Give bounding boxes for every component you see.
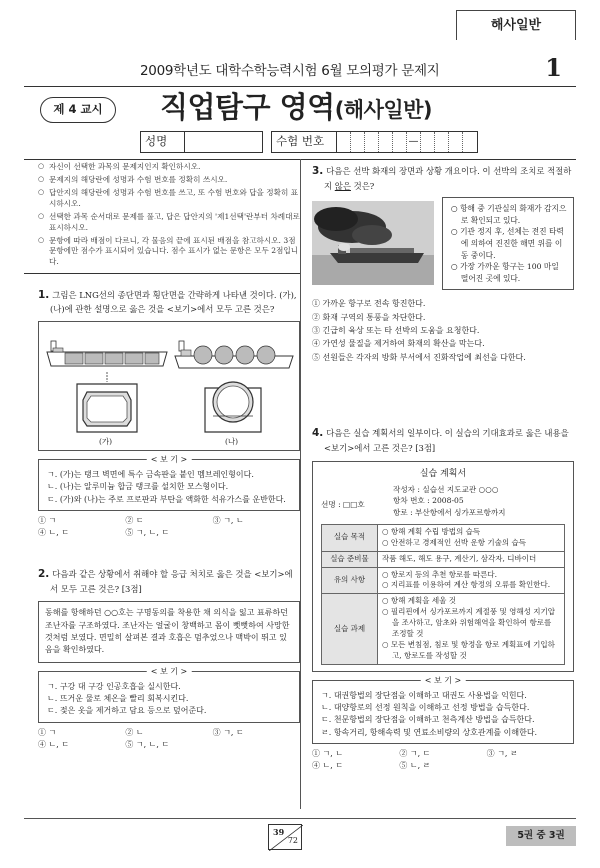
id-digit-box[interactable]: [379, 132, 393, 152]
row-item: ○ 지리표를 이용하여 계산 항정의 오류를 확인한다.: [382, 580, 551, 590]
id-digit-box[interactable]: [421, 132, 435, 152]
bogi-item: ㄴ. 대양항로의 선정 원칙을 이해하고 선정 방법을 습득한다.: [321, 702, 530, 712]
question-2-bogi: [38, 666, 300, 723]
row-label: 실습 목적: [322, 524, 378, 551]
instruction-item: ○ 선택한 과목 순서대로 문제를 풀고, 답은 답안지의 '제1선택'란부터 차례대로 표시하시오.: [38, 212, 300, 233]
instruction-item: ○ 자신이 선택한 과목의 문제지인지 확인하시오.: [38, 162, 300, 173]
choice-option[interactable]: ④ ㄴ, ㄷ: [312, 760, 344, 770]
training-plan: [312, 461, 574, 672]
question-4-bogi: [312, 675, 574, 745]
instructions-rule: [24, 273, 300, 274]
choice-option[interactable]: ② ㄴ: [125, 727, 144, 737]
bogi-title: < 보 기 >: [147, 666, 192, 678]
row-item: 작품 해도, 해도 용구, 계산기, 삼각자, 디바이더: [382, 553, 537, 563]
plan-table: [321, 524, 565, 665]
id-digit-box[interactable]: [393, 132, 407, 152]
table-row: [322, 567, 565, 594]
question-3-number: 3.: [312, 165, 324, 177]
page-counter: [268, 824, 302, 850]
question-4: [312, 426, 574, 772]
domain-title-main: 직업탐구 영역: [160, 90, 335, 124]
row-content: [378, 524, 565, 551]
id-digit-box[interactable]: [463, 132, 477, 152]
page-current: 39: [273, 827, 285, 837]
row-item: ○ 안전하고 경제적인 선박 운항 기술의 습득: [382, 537, 527, 547]
id-digit-box[interactable]: [435, 132, 449, 152]
question-3-text-underline: 않은: [334, 180, 351, 191]
bogi-title: < 보 기 >: [147, 454, 192, 466]
plan-route: 항로 : 부산항에서 싱가포르항까지: [393, 508, 506, 518]
table-row: [322, 551, 565, 567]
id-digit-box[interactable]: [449, 132, 463, 152]
plan-meta: [321, 484, 565, 519]
choice-option[interactable]: ④ ㄴ, ㄷ: [38, 527, 70, 537]
situation-item: ○ 가장 가까운 항구는 100 마일 떨어진 곳에 있다.: [450, 262, 559, 283]
row-item: ○ 필리핀에서 싱가포르까지 계절풍 및 영해성 지기압을 조사하고, 암초와 위험해역을 확인하여 항로를 조정할 것: [382, 607, 555, 638]
moss-ship-section: [205, 382, 261, 432]
choice-option[interactable]: ① ㄱ: [38, 516, 57, 526]
question-3-text-a: 다음은 선박 화재의 장면과 상황 개요이다. 이 선박의 조치로 적절하지: [324, 166, 572, 191]
row-content: [378, 551, 565, 567]
question-1-choices: [38, 516, 300, 539]
row-item: ○ 항해 계획을 세울 것: [382, 596, 457, 606]
bogi-item: ㄴ. 뜨거운 물로 체온을 빨리 회복시킨다.: [47, 694, 189, 704]
row-content: [378, 594, 565, 664]
header-rule: [24, 86, 576, 87]
choice-option[interactable]: ① ㄱ: [38, 727, 57, 737]
bogi-item: ㄴ. (나)는 알루미늄 합금 탱크를 설치한 모스형이다.: [47, 482, 229, 492]
lng-ship-figure: [38, 321, 300, 451]
lng-ship-diagram: [39, 322, 299, 450]
row-item: ○ 모든 변침점, 침로 및 항정을 항로 계획표에 기입하고, 항로도를 작성할 것: [382, 639, 555, 660]
row-item: ○ 항해 계획 수립 방법의 습득: [382, 526, 481, 536]
bogi-item: ㄷ. 천문항법의 장단점을 이해하고 천측계산 방법을 습득한다.: [321, 715, 535, 725]
question-2: [38, 567, 300, 751]
name-label: 성명: [140, 131, 185, 153]
row-content: [378, 567, 565, 594]
choice-option[interactable]: ④ ㄴ, ㄷ: [38, 739, 70, 749]
burning-ship-picture: [312, 201, 434, 285]
choice-option[interactable]: ⑤ ㄱ, ㄴ, ㄷ: [125, 739, 170, 749]
volume-badge: 5권 중 3권: [506, 826, 576, 846]
period-badge: 제 4 교시: [40, 97, 116, 123]
figure-label-na: (나): [225, 436, 239, 446]
choice-option[interactable]: ⑤ 선원들은 각자의 방화 부서에서 진화작업에 최선을 다한다.: [312, 352, 526, 362]
situation-item: ○ 기관 정지 후, 선체는 전진 타력에 의하여 진진한 해면 위를 이동 중이다.: [450, 227, 564, 260]
footer-rule: [24, 818, 576, 819]
right-column: [312, 162, 574, 772]
table-row: [322, 524, 565, 551]
question-3-choices: [312, 298, 574, 364]
id-dash: —: [407, 132, 421, 152]
choice-option[interactable]: ③ ㄱ, ㄹ: [486, 749, 518, 759]
membrane-ship-section: [77, 372, 137, 432]
row-item: ○ 항로지 등의 추천 항로를 따른다.: [382, 569, 498, 579]
exam-title: 2009학년도 대학수학능력시험 6월 모의평가 문제지: [140, 63, 440, 79]
row-label: 실습 과제: [322, 594, 378, 664]
choice-option[interactable]: ③ ㄱ, ㄷ: [212, 727, 244, 737]
bogi-title: < 보 기 >: [421, 675, 466, 687]
question-1-number: 1.: [38, 288, 50, 301]
choice-option[interactable]: ③ ㄱ, ㄴ: [212, 516, 244, 526]
plan-meta-details: [393, 484, 506, 519]
instructions-list: [38, 162, 300, 268]
question-4-stem: [312, 426, 574, 454]
question-3-text-b: 것은?: [350, 180, 375, 191]
identity-row: [140, 131, 478, 153]
row-label: 실습 준비물: [322, 551, 378, 567]
ship-situation-notes: [442, 197, 574, 290]
choice-option[interactable]: ② ㄷ: [125, 516, 144, 526]
question-1-stem: [38, 288, 300, 316]
question-2-number: 2.: [38, 567, 50, 580]
page-total: 72: [287, 836, 298, 846]
plan-title: 실습 계획서: [419, 468, 467, 479]
bogi-item: ㄱ. 구강 대 구강 인공호흡을 실시한다.: [47, 681, 181, 691]
instruction-item: ○ 문제지의 해당란에 성명과 수험 번호를 정확히 쓰시오.: [38, 175, 300, 186]
figure-label-ga: (가): [99, 436, 113, 446]
bogi-item: ㄱ. 대권항법의 장단점을 이해하고 대권도 사용법을 익힌다.: [321, 690, 527, 700]
question-1-text: 그림은 LNG선의 종단면과 횡단면을 간략하게 나타낸 것이다. (가), (나)에 관한 설명으로 옳은 것을 <보기>에서 모두 고른 것은?: [50, 289, 297, 315]
question-3: [312, 164, 574, 364]
choice-option[interactable]: ③ 긴급히 육상 또는 타 선박의 도움을 요청한다.: [312, 325, 480, 335]
moss-ship-profile: [175, 341, 293, 368]
membrane-ship-profile: [47, 341, 167, 366]
name-field[interactable]: [185, 131, 263, 153]
question-3-stem: [312, 164, 574, 192]
choice-option[interactable]: ④ 가연성 물질을 제거하여 화재의 확산을 막는다.: [312, 339, 485, 349]
id-number-field[interactable]: [337, 131, 478, 153]
ship-fire-image: [312, 201, 434, 285]
question-2-text: 다음과 같은 상황에서 취해야 할 응급 처치로 옳은 것을 <보기>에서 모두 고른 것은? [3점]: [50, 568, 293, 594]
question-2-stem: [38, 567, 300, 595]
choice-option[interactable]: ② ㄱ, ㄷ: [399, 749, 431, 759]
row-label: 유의 사항: [322, 567, 378, 594]
page-number: 1: [545, 53, 562, 82]
ship-fire-figure: [312, 197, 574, 290]
instruction-item: ○ 문항에 따라 배점이 다르니, 각 물음의 끝에 표시된 배점을 참고하시오. 3점 문항에만 점수가 표시되어 있습니다. 점수 표시가 없는 문항은 모두 2점입니다.: [38, 236, 300, 268]
question-4-choices: [312, 749, 574, 772]
choice-option[interactable]: ① 가까운 항구로 전속 항진한다.: [312, 299, 426, 309]
choice-option[interactable]: ② 화재 구역의 통풍을 차단한다.: [312, 312, 426, 322]
plan-voyage: 항차 번호 : 2008-05: [393, 496, 464, 506]
domain-title-sub: (해사일반): [334, 98, 433, 122]
bogi-item: ㄷ. 젖은 옷을 제거하고 담요 등으로 덮어준다.: [47, 706, 207, 716]
id-number-label: 수험 번호: [271, 131, 337, 153]
plan-author: 작성자 : 실습선 지도교관 ○○○: [393, 484, 499, 494]
instruction-item: ○ 답안지의 해당란에 성명과 수험 번호를 쓰고, 또 수험 번호와 답을 정확히 표시하시오.: [38, 188, 300, 209]
id-digit-box[interactable]: [351, 132, 365, 152]
table-row: [322, 594, 565, 664]
situation-item: ○ 항해 중 기관실의 화재가 감지으로 확인되고 있다.: [450, 204, 567, 225]
id-digit-box[interactable]: [365, 132, 379, 152]
choice-option[interactable]: ① ㄱ, ㄴ: [312, 749, 344, 759]
bogi-item: ㄷ. (가)와 (나)는 주로 프로판과 부탄을 액화한 석유가스를 운반한다.: [47, 494, 286, 504]
question-1: [38, 288, 300, 539]
id-digit-box[interactable]: [337, 132, 351, 152]
left-column: [38, 162, 300, 750]
question-2-passage: 동해를 항해하던 ○○호는 구명동의를 착용한 채 의식을 잃고 표류하던 조난자를 구조하였다. 조난자는 얼굴이 창백하고 몸이 뻣뻣하여 사망한 것처럼 보였다. 면밀히 살펴본 결과 호흡은 멈추었으나 맥박이 뛰고 있음을 확인하였다.: [38, 601, 300, 663]
column-divider: [300, 159, 301, 809]
bogi-item: ㄱ. (가)는 탱크 벽면에 특수 금속판을 붙인 멤브레인형이다.: [47, 469, 254, 479]
subject-tab: 해사일반: [456, 10, 576, 40]
domain-title: [160, 88, 432, 127]
question-4-number: 4.: [312, 427, 324, 440]
question-2-choices: [38, 728, 300, 751]
bogi-item: ㄹ. 항속거리, 항해속력 및 연료소비량의 상호관계를 이해한다.: [321, 727, 538, 737]
plan-ship-name: 선명 : □□호: [321, 499, 365, 509]
question-1-bogi: [38, 454, 300, 511]
choice-option[interactable]: ⑤ ㄱ, ㄴ, ㄷ: [125, 527, 170, 537]
question-4-text: 다음은 실습 계획서의 일부이다. 이 실습의 기대효과로 옳은 내용을 <보기>에서 고른 것은? [3점]: [324, 428, 569, 453]
choice-option[interactable]: ⑤ ㄴ, ㄹ: [399, 760, 431, 770]
